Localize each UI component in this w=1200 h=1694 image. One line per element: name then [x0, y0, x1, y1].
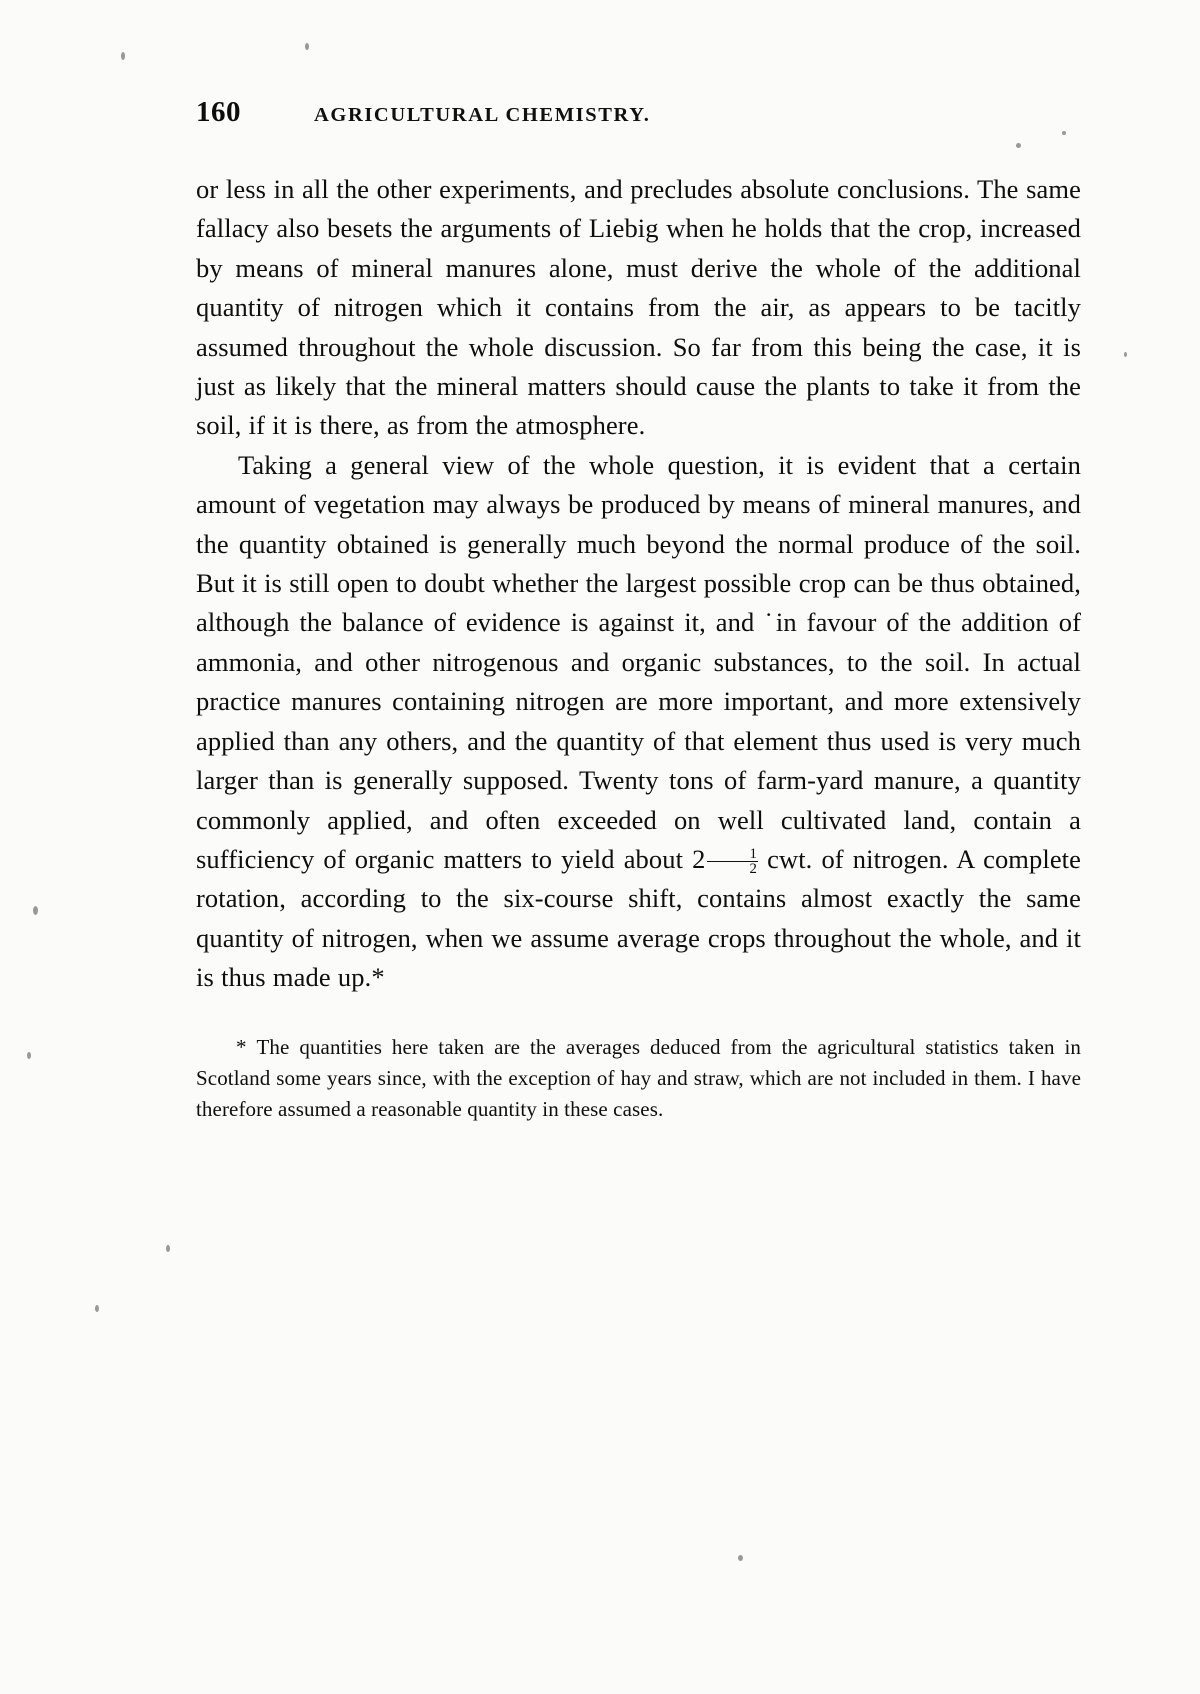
page-number: 160	[196, 96, 241, 128]
page-speckle	[738, 1555, 743, 1561]
page-speckle	[166, 1245, 170, 1252]
page-header	[196, 96, 1081, 144]
paragraph-2-continued: cwt. of nitrogen. A complete rotation, according to the six-course shift, contains almost exactly the same quantity of nitrogen, when we assume average crops throughout the whole, and it is thus made up.*	[196, 843, 1082, 993]
paragraph-1: or less in all the other experiments, and precludes absolute conclusions. The same fallacy also besets the arguments of Liebig when he holds that the crop, increased by means of mineral manures alone, must derive the whole of the additional quantity of nitrogen which it contains from the air, as appears to be tacitly assumed throughout the whole discussion. So far from this being the case, it is just as likely that the mineral matters should cause the plants to take it from the soil, if it is there, as from the atmosphere.	[196, 174, 1081, 441]
paragraph-2-text: Taking a general view of the whole question, it is evident that a certain amount of vegetation may always be produced by means of mineral manures, and the quantity obtained is generally much beyond the normal produce of the soil. But it is still open to doubt whether the largest possible crop can be thus obtained, although the balance of evidence is against it, and ˙in favour of the addition of ammonia, and other nitrogenous and organic substances, to the soil. In actual practice manures containing nitrogen are more important, and more extensively applied than any others, and the quantity of that element thus used is very much larger than is generally supposed. Twenty tons of farm-yard manure, a quantity commonly applied, and often exceeded on well cultivated land, contain a sufficiency of organic matters to yield about	[196, 449, 1081, 874]
page-content	[196, 96, 1081, 1125]
quantity-value	[683, 843, 758, 877]
fraction-one-half	[707, 847, 759, 876]
running-head: AGRICULTURAL CHEMISTRY.	[314, 104, 651, 126]
quantity-whole-number: 2	[692, 843, 706, 874]
page-speckle	[121, 52, 125, 60]
page-speckle	[95, 1305, 99, 1312]
fraction-numerator: 1	[707, 847, 759, 862]
footnote-text: The quantities here taken are the averages deduced from the agricultural statistics taken in Scotland some years since, with the exception of hay and straw, which are not included in them. I have therefore assumed a reasonable quantity in these cases.	[196, 1034, 1081, 1121]
page-speckle	[33, 906, 38, 915]
page-speckle	[27, 1052, 31, 1059]
footnote	[196, 1032, 1081, 1125]
paragraph-2	[196, 446, 1081, 998]
page-speckle	[305, 43, 309, 50]
fraction-denominator: 2	[749, 860, 758, 877]
page-speckle	[1124, 352, 1127, 357]
body-text	[196, 170, 1081, 998]
footnote-marker: *	[236, 1034, 247, 1059]
